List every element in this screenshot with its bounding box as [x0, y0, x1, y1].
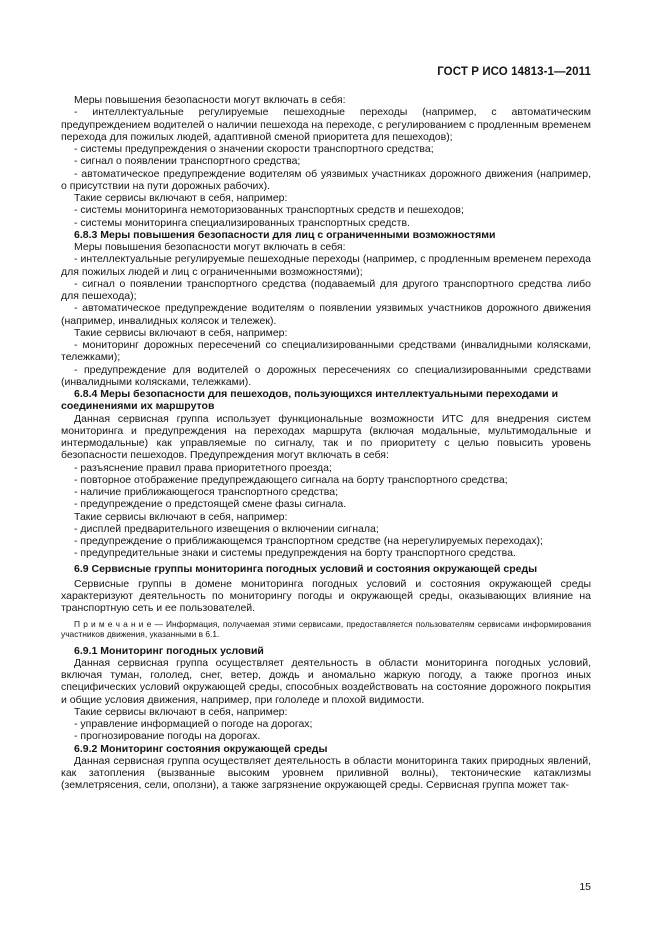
- list-item: - системы мониторинга специализированных транспортных средств.: [74, 216, 410, 229]
- list-item: - системы мониторинга немоторизованных транспортных средств и пешеходов;: [74, 204, 464, 217]
- list-item: - мониторинг дорожных пересечений со специализированными средствами (инвалидными колясками, тележками);: [61, 339, 591, 364]
- list-item: - сигнал о появлении транспортного средства;: [74, 155, 301, 168]
- list-item: - наличие приближающегося транспортного средства;: [74, 486, 339, 498]
- page-number: 15: [579, 881, 591, 893]
- section-heading-6-9: 6.9 Сервисные группы мониторинга погодных условий и состояния окружающей среды: [74, 562, 538, 575]
- paragraph: Данная сервисная группа осуществляет деятельность в области мониторинга погодных условий, включая туман, гололед, снег, ветер, дождь и аномально жаркую погоду, а также прогноз иных специфических условий окружающей среды, способных воздействовать на состояние дорожного покрытия и общие условия движения, например, при гололеде и плохой видимости.: [61, 656, 591, 706]
- paragraph: Такие сервисы включают в себя, например:: [74, 326, 288, 339]
- section-heading-6-8-3: 6.8.3 Меры повышения безопасности для лиц с ограниченными возможностями: [74, 228, 496, 241]
- list-item: - управление информацией о погоде на дорогах;: [74, 718, 313, 730]
- paragraph: Данная сервисная группа использует функциональные возможности ИТС для внедрения систем мониторинга и предупреждения на переходах маршрута (включая модальные, мультимодальные и интермодальные) как управляемые по сигналу, так и по приоритету с целью повысить уровень безопасности пешеходов. Предупреждения могут включать в себя:: [61, 412, 591, 462]
- list-item: - дисплей предварительного извещения о включении сигнала;: [74, 522, 379, 535]
- paragraph: Такие сервисы включают в себя, например:: [74, 510, 288, 523]
- list-item: - системы предупреждения о значении скорости транспортного средства;: [74, 143, 434, 155]
- paragraph: Меры повышения безопасности могут включать в себя:: [74, 241, 346, 253]
- list-item: - автоматическое предупреждение водителям о появлении уязвимых участников дорожного движения (например, инвалидных колясок и тележек).: [61, 302, 591, 327]
- list-item: - интеллектуальные регулируемые пешеходные переходы (например, с автоматическим предупреждением водителей о наличии пешехода на переходе, с регулированием с продленным временем перехода для пожилых людей, адаптивной сменой приоритета для пешеходов);: [61, 106, 591, 143]
- document-id-header: ГОСТ Р ИСО 14813-1—2011: [437, 66, 591, 78]
- paragraph: Такие сервисы включают в себя, например:: [74, 705, 288, 718]
- list-item: - предупреждение для водителей о дорожных пересечениях со специализированными средствами (инвалидными колясками, тележками).: [61, 363, 591, 388]
- list-item: - повторное отображение предупреждающего сигнала на борту транспортного средства;: [74, 473, 508, 486]
- list-item: - автоматическое предупреждение водителям об уязвимых участниках дорожного движения (например, о присутствии на пути дорожных рабочих).: [61, 167, 591, 192]
- list-item: - предупреждение о приближающемся транспортном средстве (на нерегулируемых переходах);: [74, 535, 543, 547]
- section-heading-6-9-1: 6.9.1 Мониторинг погодных условий: [74, 644, 264, 657]
- paragraph: Сервисные группы в домене мониторинга погодных условий и состояния окружающей среды характеризуют деятельность по мониторингу погоды и окружающей среды, оказывающих влияние на транспортную сеть и ее пользователей.: [61, 577, 591, 615]
- section-heading-6-8-4: 6.8.4 Меры безопасности для пешеходов, пользующихся интеллектуальными переходами и соединениями их маршрутов: [61, 388, 559, 413]
- paragraph: Меры повышения безопасности могут включать в себя:: [74, 94, 346, 106]
- list-item: - предупредительные знаки и системы предупреждения на борту транспортного средства.: [74, 547, 516, 560]
- list-item: - предупреждение о предстоящей смене фазы сигнала.: [74, 498, 347, 511]
- paragraph: Такие сервисы включают в себя, например:: [74, 192, 288, 204]
- list-item: - прогнозирование погоды на дорогах.: [74, 730, 261, 743]
- note: П р и м е ч а н и е — Информация, получаемая этими сервисами, предоставляется пользователям сервисами информирования участников движения, указанными в 6.1.: [61, 618, 591, 639]
- section-heading-6-9-2: 6.9.2 Мониторинг состояния окружающей среды: [74, 742, 328, 755]
- list-item: - интеллектуальные регулируемые пешеходные переходы (например, с продленным временем перехода для пожилых людей и лиц с ограниченными возможностями);: [61, 253, 591, 278]
- list-item: - разъяснение правил права приоритетного проезда;: [74, 461, 332, 474]
- paragraph: Данная сервисная группа осуществляет деятельность в области мониторинга таких природных явлений, как затопления (вызванные высоким уровнем приливной волны), тектонические катаклизмы (землетрясения, сели, оползни), а также загрязнение окружающей среды. Сервисная группа может так-: [61, 754, 591, 792]
- list-item: - сигнал о появлении транспортного средства (подаваемый для другого транспортного средства либо для пешехода);: [61, 277, 591, 302]
- document-body: [61, 94, 591, 792]
